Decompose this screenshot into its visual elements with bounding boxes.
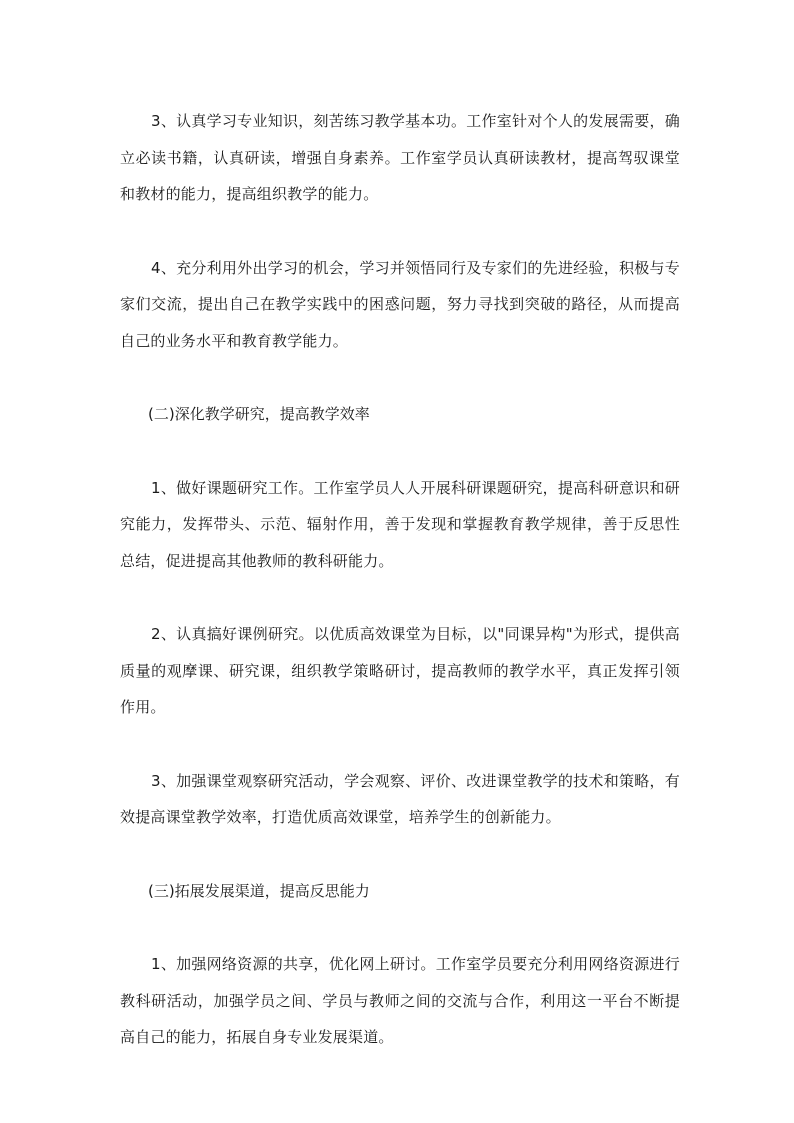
document-body — [120, 103, 680, 1093]
paragraph: 1、做好课题研究工作。工作室学员人人开展科研课题研究，提高科研意识和研究能力，发挥带头、示范、辐射作用，善于发现和掌握教育教学规律，善于反思性总结，促进提高其他教师的教科研能力。 — [120, 478, 680, 570]
section-heading: (二)深化教学研究，提高教学效率 — [148, 405, 370, 423]
paragraph: 3、加强课堂观察研究活动，学会观察、评价、改进课堂教学的技术和策略，有效提高课堂教学效率，打造优质高效课堂，培养学生的创新能力。 — [120, 771, 680, 826]
paragraph: 2、认真搞好课例研究。以优质高效课堂为目标，以"同课异构"为形式，提供高质量的观摩课、研究课，组织教学策略研讨，提高教师的教学水平，真正发挥引领作用。 — [120, 625, 680, 716]
paragraph: 3、认真学习专业知识，刻苦练习教学基本功。工作室针对个人的发展需要，确立必读书籍，认真研读，增强自身素养。工作室学员认真研读教材，提高驾驭课堂和教材的能力，提高组织教学的能力。 — [120, 112, 680, 203]
paragraph: 4、充分利用外出学习的机会，学习并领悟同行及专家们的先进经验，积极与专家们交流，提出自己在教学实践中的困惑问题，努力寻找到突破的路径，从而提高自己的业务水平和教育教学能力。 — [120, 258, 680, 350]
paragraph: 1、加强网络资源的共享，优化网上研讨。工作室学员要充分利用网络资源进行教科研活动，加强学员之间、学员与教师之间的交流与合作，利用这一平台不断提高自己的能力，拓展自身专业发展渠道。 — [120, 955, 680, 1046]
section-heading: (三)拓展发展渠道，提高反思能力 — [148, 881, 370, 900]
